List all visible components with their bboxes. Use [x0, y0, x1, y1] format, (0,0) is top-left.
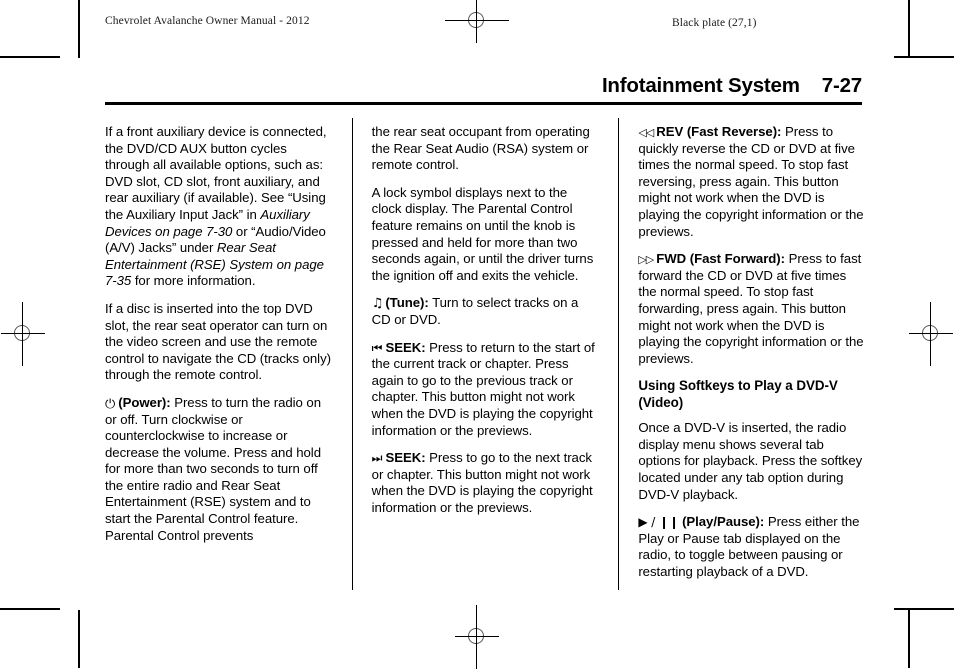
control-label: SEEK:: [385, 450, 426, 466]
body-text: If a disc is inserted into the top DVD slot, the rear seat operator can turn on the video screen and use the remote control to navigate the CD (tracks only) through the remote control.: [105, 300, 331, 383]
column-middle: [352, 124, 599, 594]
paragraph-tune-control: [372, 295, 599, 328]
fast-reverse-icon: ◁◁: [638, 126, 654, 139]
crop-mark-top-right-horizontal: [894, 56, 954, 58]
body-text: Turn to select tracks on a CD or DVD.: [371, 295, 579, 327]
play-pause-icon: ▶ / ❙❙: [638, 515, 680, 530]
body-text: Press to return to the start of the current track or chapter. Press again to go to the previous track or chapter. This button might not work when the DVD is playing the copyright information or the previews.: [371, 339, 595, 438]
body-text: Press to turn the radio on or off. Turn clockwise or counterclockwise to increase or decrease the volume. Press and hold for more than two seconds to turn off the entire radio and Rear Seat Entertainment (RSE) system and to start the Parental Control feature. Parental Control prevents: [105, 394, 321, 543]
control-label: (Power):: [118, 394, 171, 410]
registration-mark-top-center: [455, 0, 499, 43]
paragraph-power-control: [105, 395, 332, 544]
control-label: (Play/Pause):: [682, 514, 765, 530]
cross-reference: Auxiliary Devices on page 7-30: [105, 206, 310, 239]
crop-mark-bottom-left-vertical: [78, 610, 80, 668]
registration-mark-left-middle: [1, 312, 45, 356]
article-body: [105, 124, 865, 594]
registration-mark-right-middle: [909, 312, 953, 356]
body-text: If a front auxiliary device is connected, the DVD/CD AUX button cycles through all available options, such as: DVD slot, CD slot, front auxiliary, and rear auxiliary (if available). See “Using the Auxiliary Input Jack” in: [105, 124, 327, 222]
paragraph-rev-control: [638, 124, 865, 240]
fast-forward-icon: ▷▷: [638, 253, 654, 267]
registration-horizontal-line: [909, 333, 953, 334]
body-text: Press to quickly reverse the CD or DVD at five times the normal speed. To stop fast reversing, press again. This button might not work when the DVD is playing the copyright information or the previews.: [638, 124, 864, 239]
paragraph-play-pause-control: [638, 514, 865, 580]
registration-vertical-line: [22, 302, 23, 366]
registration-horizontal-line: [445, 20, 509, 21]
paragraph-seek-next-control: [372, 450, 599, 516]
subhead-using-softkeys: Using Softkeys to Play a DVD-V (Video): [638, 378, 838, 410]
column-right: [618, 124, 865, 594]
column-divider-rule: [618, 118, 619, 590]
column-divider-rule: [352, 118, 353, 590]
control-label: (Tune):: [385, 295, 429, 311]
registration-vertical-line: [476, 0, 477, 43]
control-label: SEEK:: [385, 339, 426, 355]
seek-next-icon: ⏭: [371, 451, 383, 466]
crop-mark-bottom-right-horizontal: [894, 608, 954, 610]
body-text: Press to fast forward the CD or DVD at five times the normal speed. To stop fast forwarding, press again. This button might not work when the DVD is playing the copyright information or the previews.: [638, 251, 864, 366]
body-text: Press either the Play or Pause tab displayed on the radio, to toggle between pausing or restarting playback of a DVD.: [638, 514, 860, 579]
paragraph-seek-previous-control: [372, 340, 599, 440]
page-number: 7-27: [821, 74, 862, 97]
body-text: Once a DVD-V is inserted, the radio display menu shows several tab options for playback. Press the softkey located under any tab option during DVD-V playback.: [638, 420, 863, 502]
crop-mark-top-left-horizontal: [0, 56, 60, 58]
chapter-title: Infotainment System: [601, 74, 800, 97]
body-text: Press to go to the next track or chapter. This button might not work when the DVD is playing the copyright information or the previews.: [371, 450, 593, 515]
column-left: [105, 124, 332, 594]
control-label: FWD (Fast Forward):: [656, 251, 785, 267]
paragraph-dvdv-inserted: [638, 420, 865, 503]
body-text: the rear seat occupant from operating the Rear Seat Audio (RSA) system or remote control.: [371, 124, 590, 173]
crop-mark-top-left-vertical: [78, 0, 80, 58]
music-note-icon: ♫: [371, 296, 383, 312]
paragraph-disc-inserted-top-slot: [105, 301, 332, 384]
manual-title-slug: Chevrolet Avalanche Owner Manual - 2012: [105, 15, 310, 27]
seek-previous-icon: ⏮: [371, 340, 383, 355]
registration-horizontal-line: [1, 333, 45, 334]
power-icon: ⏻: [105, 396, 116, 412]
registration-mark-bottom-center: [455, 615, 499, 659]
registration-vertical-line: [476, 605, 477, 669]
body-text: for more information.: [131, 273, 256, 289]
paragraph-lock-symbol: [372, 185, 599, 285]
control-label: REV (Fast Reverse):: [656, 124, 782, 139]
crop-mark-top-right-vertical: [908, 0, 910, 58]
page-title: [105, 74, 862, 98]
body-text: A lock symbol displays next to the clock display. The Parental Control feature remains on until the knob is pressed and held for more than two seconds again, or until the driver turns the ignition off and exits the vehicle.: [371, 184, 594, 283]
registration-horizontal-line: [455, 636, 499, 637]
crop-mark-bottom-right-vertical: [908, 610, 910, 668]
header-rule: [105, 102, 862, 105]
paragraph-parental-control-continued: [372, 124, 599, 174]
crop-mark-bottom-left-horizontal: [0, 608, 60, 610]
cross-reference: Rear Seat Entertainment (RSE) System on page 7-35: [105, 240, 324, 289]
black-plate-slug: Black plate (27,1): [672, 17, 757, 29]
paragraph-front-aux-device: [105, 124, 332, 290]
paragraph-fwd-control: [638, 251, 865, 367]
registration-vertical-line: [930, 302, 931, 366]
body-text: or “Audio/Video (A/V) Jacks” under: [105, 223, 326, 256]
